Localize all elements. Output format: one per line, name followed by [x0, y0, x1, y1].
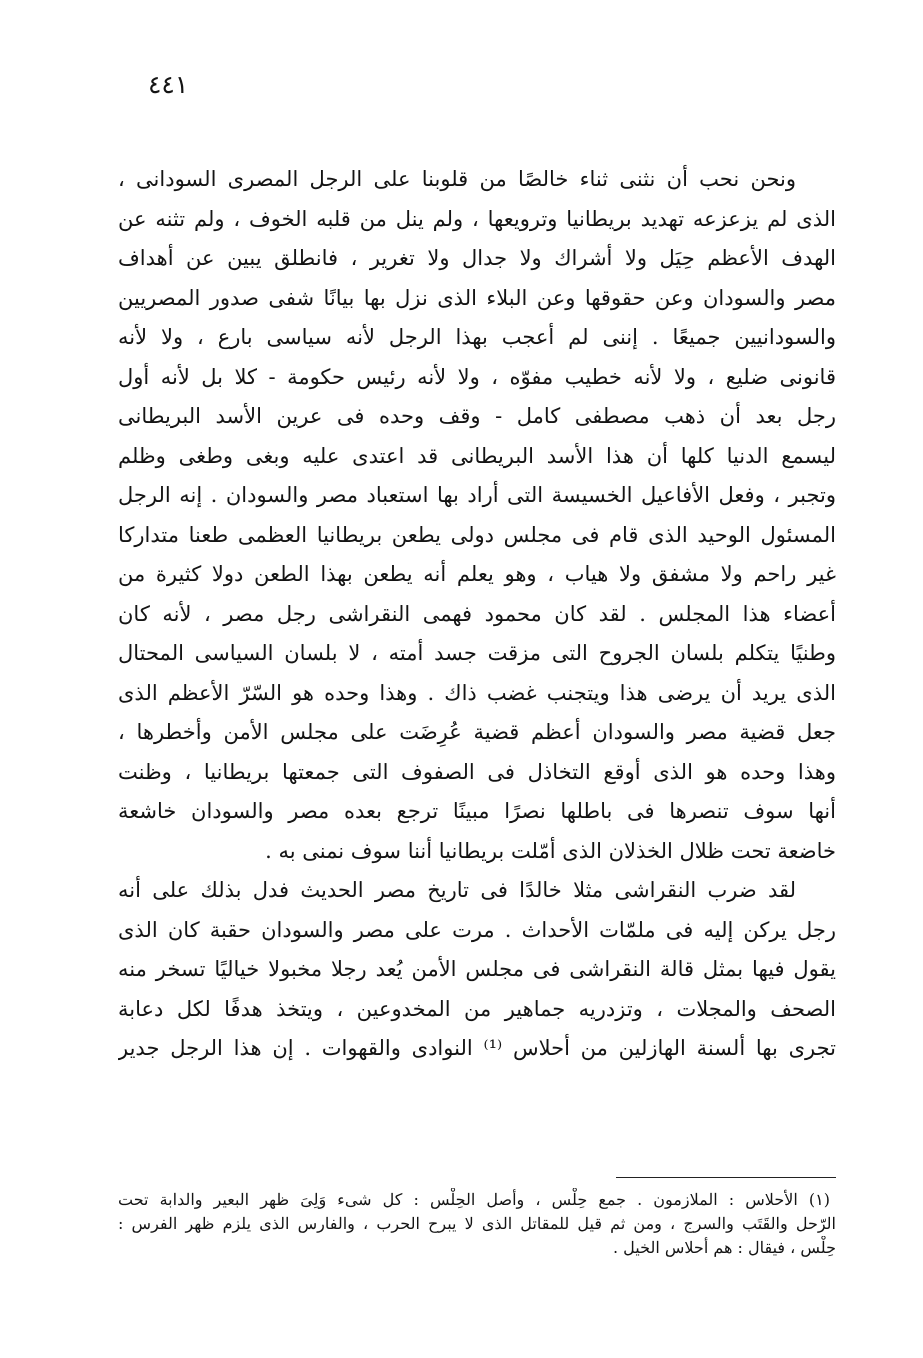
footnote-divider	[616, 1177, 836, 1178]
text-line: والسودانيين جميعًا . إننى لم أعجب بهذا الرجل لأنه سياسى بارع ، ولا لأنه	[118, 325, 836, 349]
text-line: المسئول الوحيد الذى قام فى مجلس دولى يطعن بريطانيا العظمى طعنا متداركا	[118, 522, 836, 547]
text-line: أنها سوف تنصرها فى باطلها نصرًا مبينًا ترجع بعده مصر والسودان خاشعة	[118, 799, 836, 823]
footnote	[118, 1188, 836, 1260]
text-line: ونحن نحب أن نثنى ثناء خالصًا من قلوبنا على الرجل المصرى السودانى ،	[118, 167, 796, 191]
body-text	[118, 160, 836, 1069]
paragraph-2	[118, 871, 836, 1069]
text-line: رجل بعد أن ذهب مصطفى كامل - وقف وحده فى عرين الأسد البريطانى	[118, 404, 836, 428]
text-line: يقول فيها بمثل قالة النقراشى فى مجلس الأمن يُعد رجلا مخبولا خياليًا تسخر منه	[118, 957, 836, 981]
paragraph-1	[118, 160, 836, 871]
text-line: خاضعة تحت ظلال الخذلان الذى أمّلت بريطانيا أننا سوف نمنى به .	[265, 838, 836, 863]
text-line: الذى لم يزعزعه تهديد بريطانيا وترويعها ، ولم ينل من قلبه الخوف ، ولم تثنه عن	[118, 206, 836, 231]
text-line: غير راحم ولا مشفق ولا هياب ، وهو يعلم أنه يطعن بهذا الطعن دولا كثيرة من	[118, 562, 836, 586]
text-line: الهدف الأعظم حِيَل ولا أشراك ولا جدال ولا تغرير ، فانطلق يبين عن أهداف	[118, 246, 836, 270]
text-line: قانونى ضليع ، ولا لأنه خطيب مفوّه ، ولا لأنه رئيس حكومة - كلا بل لأنه أول	[118, 364, 836, 389]
text-line: وتجبر ، وفعل الأفاعيل الخسيسة التى أراد بها استعباد مصر والسودان . إنه الرجل	[118, 483, 836, 507]
footnote-line: حِلْس ، فيقال : هم أحلاس الخيل .	[613, 1238, 836, 1257]
text-line: جعل قضية مصر والسودان أعظم قضية عُرِضَت على مجلس الأمن وأخطرها ،	[118, 720, 836, 744]
text-line: أعضاء هذا المجلس . لقد كان محمود فهمى النقراشى رجل مصر ، لأنه كان	[118, 601, 836, 626]
text-line: تجرى بها ألسنة الهازلين من أحلاس ⁽¹⁾ النوادى والقهوات . إن هذا الرجل جدير	[118, 1036, 836, 1060]
footnote-line: (١) الأحلاس : الملازمون . جمع حِلْس ، وأصل الحِلْس : كل شىء وَلِىَ ظهر البعير والدابة تحت	[118, 1190, 830, 1209]
text-line: لقد ضرب النقراشى مثلا خالدًا فى تاريخ مصر الحديث فدل بذلك على أنه	[118, 878, 796, 902]
text-line: الصحف والمجلات ، وتزدريه جماهير من المخدوعين ، ويتخذ هدفًا لكل دعابة	[118, 996, 836, 1021]
text-line: رجل يركن إليه فى ملمّات الأحداث . مرت على مصر والسودان حقبة كان الذى	[118, 917, 836, 942]
text-line: مصر والسودان وعن حقوقها وعن البلاء الذى نزل بها بيانًا شفى صدور المصريين	[118, 285, 836, 310]
footnote-line: الرّحل والقَتَب والسرج ، ومن ثم قيل للمقاتل الذى لا يبرح الحرب ، والفارس الذى يلزم ظهر الفرس :	[118, 1214, 836, 1233]
text-line: وطنيًا يتكلم بلسان الجروح التى مزقت جسد أمته ، لا بلسان السياسى المحتال	[118, 641, 836, 665]
page-number: ٤٤١	[148, 70, 189, 99]
text-line: الذى يريد أن يرضى هذا ويتجنب غضب ذاك . وهذا وحده هو السّرّ الأعظم الذى	[118, 680, 836, 705]
text-line: وهذا وحده هو الذى أوقع التخاذل فى الصفوف التى جمعتها بريطانيا ، وظنت	[118, 759, 836, 784]
text-line: ليسمع الدنيا كلها أن هذا الأسد البريطانى قد اعتدى عليه وبغى وطغى وظلم	[118, 443, 836, 468]
